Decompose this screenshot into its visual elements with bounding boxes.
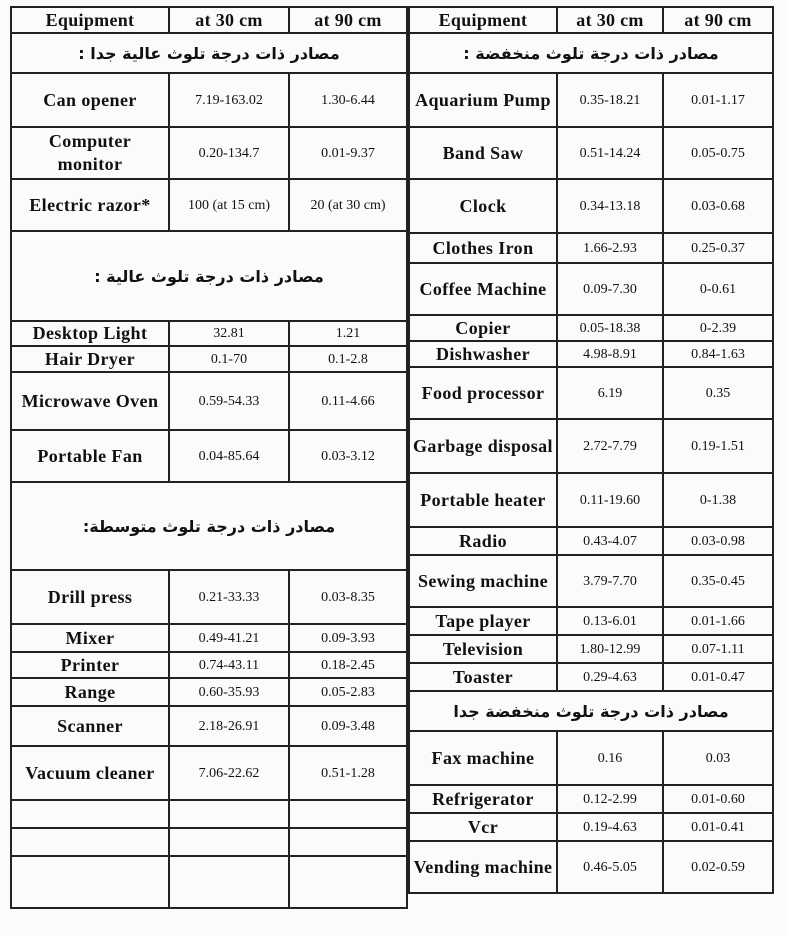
- section-heading: مصادر ذات درجة تلوث منخفضة جدا: [409, 691, 773, 731]
- value-at-30-cm: 0.1-70: [169, 346, 289, 372]
- table-row: [409, 731, 773, 785]
- table-row: [11, 678, 407, 706]
- value-at-30-cm: 0.21-33.33: [169, 570, 289, 624]
- left-table-panel: [10, 6, 406, 909]
- equipment-name: Electric razor*: [11, 179, 169, 231]
- table-row: [11, 73, 407, 127]
- header-row: [409, 7, 773, 33]
- section-row: [409, 691, 773, 731]
- value-at-90-cm: 0.01-0.47: [663, 663, 773, 691]
- value-at-90-cm: 0.84-1.63: [663, 341, 773, 367]
- column-header-equipment: Equipment: [409, 7, 557, 33]
- value-at-90-cm: 0.03-8.35: [289, 570, 407, 624]
- equipment-name: Microwave Oven: [11, 372, 169, 430]
- table-row: [11, 127, 407, 179]
- value-at-30-cm: 0.19-4.63: [557, 813, 663, 841]
- equipment-name: Radio: [409, 527, 557, 555]
- equipment-name: Scanner: [11, 706, 169, 746]
- equipment-name: Can opener: [11, 73, 169, 127]
- value-at-30-cm: 4.98-8.91: [557, 341, 663, 367]
- value-at-90-cm: 0.25-0.37: [663, 233, 773, 263]
- column-header-at-30-cm: at 30 cm: [169, 7, 289, 33]
- table-row: [409, 607, 773, 635]
- table-row: [11, 346, 407, 372]
- value-at-90-cm: 0.03: [663, 731, 773, 785]
- empty-cell: [169, 828, 289, 856]
- equipment-name: Sewing machine: [409, 555, 557, 607]
- value-at-90-cm: 0.03-0.98: [663, 527, 773, 555]
- equipment-name: Refrigerator: [409, 785, 557, 813]
- value-at-90-cm: 0.19-1.51: [663, 419, 773, 473]
- table-row: [11, 430, 407, 482]
- value-at-90-cm: 0.09-3.93: [289, 624, 407, 652]
- equipment-name: Coffee Machine: [409, 263, 557, 315]
- equipment-name: Toaster: [409, 663, 557, 691]
- value-at-30-cm: 0.74-43.11: [169, 652, 289, 678]
- value-at-30-cm: 0.60-35.93: [169, 678, 289, 706]
- value-at-30-cm: 6.19: [557, 367, 663, 419]
- equipment-name: Television: [409, 635, 557, 663]
- table-row: [409, 179, 773, 233]
- value-at-90-cm: 0.35-0.45: [663, 555, 773, 607]
- column-header-at-30-cm: at 30 cm: [557, 7, 663, 33]
- equipment-name: Tape player: [409, 607, 557, 635]
- table-row: [409, 813, 773, 841]
- value-at-90-cm: 1.30-6.44: [289, 73, 407, 127]
- empty-cell: [169, 800, 289, 828]
- value-at-90-cm: 0.03-0.68: [663, 179, 773, 233]
- empty-cell: [289, 856, 407, 908]
- table-row: [409, 663, 773, 691]
- value-at-30-cm: 0.49-41.21: [169, 624, 289, 652]
- equipment-name: Range: [11, 678, 169, 706]
- table-row: [11, 372, 407, 430]
- value-at-90-cm: 0-0.61: [663, 263, 773, 315]
- left-emf-table: [10, 6, 408, 909]
- value-at-90-cm: 0.1-2.8: [289, 346, 407, 372]
- table-row: [409, 527, 773, 555]
- value-at-90-cm: 0.01-1.17: [663, 73, 773, 127]
- equipment-name: Band Saw: [409, 127, 557, 179]
- value-at-90-cm: 0.11-4.66: [289, 372, 407, 430]
- equipment-name: Mixer: [11, 624, 169, 652]
- value-at-30-cm: 0.51-14.24: [557, 127, 663, 179]
- value-at-90-cm: 0.09-3.48: [289, 706, 407, 746]
- table-row: [409, 367, 773, 419]
- equipment-name: Clothes Iron: [409, 233, 557, 263]
- empty-cell: [289, 828, 407, 856]
- value-at-30-cm: 7.06-22.62: [169, 746, 289, 800]
- value-at-30-cm: 0.11-19.60: [557, 473, 663, 527]
- value-at-30-cm: 100 (at 15 cm): [169, 179, 289, 231]
- equipment-name: Printer: [11, 652, 169, 678]
- value-at-30-cm: 0.16: [557, 731, 663, 785]
- empty-cell: [11, 800, 169, 828]
- table-row: [409, 73, 773, 127]
- equipment-name: Hair Dryer: [11, 346, 169, 372]
- value-at-30-cm: 0.09-7.30: [557, 263, 663, 315]
- value-at-90-cm: 0.01-1.66: [663, 607, 773, 635]
- equipment-name: Food processor: [409, 367, 557, 419]
- value-at-30-cm: 2.72-7.79: [557, 419, 663, 473]
- table-row: [11, 570, 407, 624]
- equipment-name: Computer monitor: [11, 127, 169, 179]
- value-at-30-cm: 7.19-163.02: [169, 73, 289, 127]
- equipment-name: Copier: [409, 315, 557, 341]
- value-at-30-cm: 0.34-13.18: [557, 179, 663, 233]
- value-at-90-cm: 0.02-0.59: [663, 841, 773, 893]
- equipment-name: Aquarium Pump: [409, 73, 557, 127]
- table-row: [409, 841, 773, 893]
- table-row: [11, 652, 407, 678]
- table-row: [409, 233, 773, 263]
- table-row: [11, 746, 407, 800]
- value-at-30-cm: 0.04-85.64: [169, 430, 289, 482]
- section-row: [11, 33, 407, 73]
- section-heading: مصادر ذات درجة تلوث عالية جدا :: [11, 33, 407, 73]
- table-row: [11, 179, 407, 231]
- empty-cell: [169, 856, 289, 908]
- value-at-30-cm: 0.46-5.05: [557, 841, 663, 893]
- value-at-30-cm: 0.43-4.07: [557, 527, 663, 555]
- value-at-90-cm: 0-1.38: [663, 473, 773, 527]
- header-row: [11, 7, 407, 33]
- value-at-90-cm: 0.18-2.45: [289, 652, 407, 678]
- section-heading: مصادر ذات درجة تلوث منخفضة :: [409, 33, 773, 73]
- empty-row: [11, 828, 407, 856]
- equipment-name: Garbage disposal: [409, 419, 557, 473]
- value-at-90-cm: 0.05-0.75: [663, 127, 773, 179]
- value-at-30-cm: 32.81: [169, 321, 289, 346]
- table-row: [409, 127, 773, 179]
- equipment-name: Fax machine: [409, 731, 557, 785]
- value-at-90-cm: 0.35: [663, 367, 773, 419]
- value-at-90-cm: 0.01-0.41: [663, 813, 773, 841]
- right-table-panel: [408, 6, 772, 894]
- table-row: [11, 321, 407, 346]
- right-emf-table: [408, 6, 774, 894]
- value-at-30-cm: 2.18-26.91: [169, 706, 289, 746]
- table-row: [409, 263, 773, 315]
- value-at-30-cm: 0.05-18.38: [557, 315, 663, 341]
- column-header-at-90-cm: at 90 cm: [663, 7, 773, 33]
- section-row: [11, 231, 407, 321]
- value-at-90-cm: 0-2.39: [663, 315, 773, 341]
- value-at-30-cm: 0.13-6.01: [557, 607, 663, 635]
- table-row: [409, 341, 773, 367]
- equipment-name: Portable heater: [409, 473, 557, 527]
- table-row: [409, 473, 773, 527]
- value-at-90-cm: 0.51-1.28: [289, 746, 407, 800]
- value-at-30-cm: 0.35-18.21: [557, 73, 663, 127]
- value-at-90-cm: 0.05-2.83: [289, 678, 407, 706]
- empty-cell: [289, 800, 407, 828]
- value-at-90-cm: 0.01-0.60: [663, 785, 773, 813]
- value-at-30-cm: 0.12-2.99: [557, 785, 663, 813]
- column-header-equipment: Equipment: [11, 7, 169, 33]
- section-heading: مصادر ذات درجة تلوث عالية :: [11, 231, 407, 321]
- value-at-90-cm: 1.21: [289, 321, 407, 346]
- table-row: [409, 785, 773, 813]
- empty-cell: [11, 828, 169, 856]
- value-at-90-cm: 0.03-3.12: [289, 430, 407, 482]
- empty-cell: [11, 856, 169, 908]
- equipment-name: Clock: [409, 179, 557, 233]
- value-at-90-cm: 20 (at 30 cm): [289, 179, 407, 231]
- equipment-name: Drill press: [11, 570, 169, 624]
- value-at-30-cm: 0.59-54.33: [169, 372, 289, 430]
- column-header-at-90-cm: at 90 cm: [289, 7, 407, 33]
- value-at-30-cm: 0.29-4.63: [557, 663, 663, 691]
- equipment-name: Vacuum cleaner: [11, 746, 169, 800]
- empty-row: [11, 856, 407, 908]
- equipment-name: Vcr: [409, 813, 557, 841]
- table-row: [11, 624, 407, 652]
- section-heading: مصادر ذات درجة تلوث متوسطة:: [11, 482, 407, 570]
- table-row: [11, 706, 407, 746]
- value-at-30-cm: 0.20-134.7: [169, 127, 289, 179]
- value-at-30-cm: 1.80-12.99: [557, 635, 663, 663]
- value-at-90-cm: 0.07-1.11: [663, 635, 773, 663]
- table-row: [409, 419, 773, 473]
- value-at-30-cm: 1.66-2.93: [557, 233, 663, 263]
- equipment-name: Dishwasher: [409, 341, 557, 367]
- table-row: [409, 315, 773, 341]
- value-at-30-cm: 3.79-7.70: [557, 555, 663, 607]
- equipment-name: Portable Fan: [11, 430, 169, 482]
- section-row: [409, 33, 773, 73]
- table-row: [409, 635, 773, 663]
- section-row: [11, 482, 407, 570]
- empty-row: [11, 800, 407, 828]
- equipment-name: Vending machine: [409, 841, 557, 893]
- value-at-90-cm: 0.01-9.37: [289, 127, 407, 179]
- table-row: [409, 555, 773, 607]
- equipment-name: Desktop Light: [11, 321, 169, 346]
